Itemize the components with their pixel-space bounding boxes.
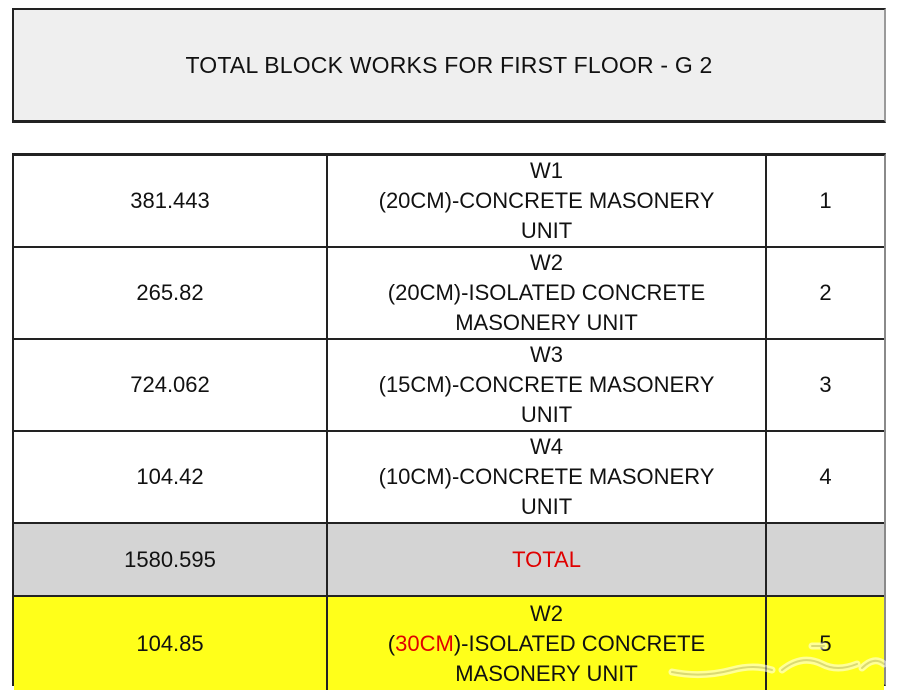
total-quantity-cell: 1580.595 (14, 523, 327, 596)
row-number-cell: 4 (766, 431, 884, 523)
description-line: UNIT (520, 402, 573, 427)
row-number-cell: 5 (819, 630, 832, 656)
row-number-cell: 1 (766, 156, 884, 247)
quantity-cell: 724.062 (14, 339, 327, 431)
table-title-box (12, 8, 886, 123)
table-row (14, 339, 884, 431)
table-row (14, 156, 884, 247)
description-line: (20CM)-ISOLATED CONCRETE (387, 280, 706, 305)
quantity-cell: 265.82 (14, 247, 327, 339)
description-line: (15CM)-CONCRETE MASONERY (378, 372, 715, 397)
description-line: (20CM)-CONCRETE MASONERY (378, 188, 715, 213)
table-row (14, 431, 884, 523)
total-label-cell: TOTAL (327, 523, 766, 596)
thickness-highlight: 30CM (395, 630, 454, 656)
row-number-cell: 3 (766, 339, 884, 431)
quantities-table (14, 156, 884, 690)
description-line (328, 629, 765, 659)
empty-cell (766, 523, 884, 596)
wall-code: W2 (530, 250, 563, 275)
description-line: UNIT (520, 494, 573, 519)
quantity-cell: 104.42 (14, 431, 327, 523)
wall-code: W3 (530, 342, 563, 367)
description-cell (327, 339, 766, 431)
description-line: UNIT (520, 218, 573, 243)
quantity-cell: 104.85 (14, 596, 327, 690)
description-prefix: ( (387, 630, 396, 656)
page-title: TOTAL BLOCK WORKS FOR FIRST FLOOR - G 2 (185, 51, 713, 78)
wall-code: W4 (530, 434, 563, 459)
wall-code: W1 (530, 158, 563, 183)
row-number-cell: 2 (766, 247, 884, 339)
description-line: (10CM)-CONCRETE MASONERY (378, 464, 715, 489)
description-cell (327, 431, 766, 523)
description-cell (327, 156, 766, 247)
total-row (14, 523, 884, 596)
block-works-table (12, 153, 886, 686)
highlighted-row (14, 596, 884, 690)
description-cell (327, 247, 766, 339)
description-line: MASONERY UNIT (455, 660, 638, 686)
table-row (14, 247, 884, 339)
description-rest: )-ISOLATED CONCRETE (453, 630, 706, 656)
description-line: MASONERY UNIT (455, 310, 638, 335)
quantity-cell: 381.443 (14, 156, 327, 247)
description-cell (327, 596, 766, 690)
wall-code: W2 (530, 600, 563, 626)
